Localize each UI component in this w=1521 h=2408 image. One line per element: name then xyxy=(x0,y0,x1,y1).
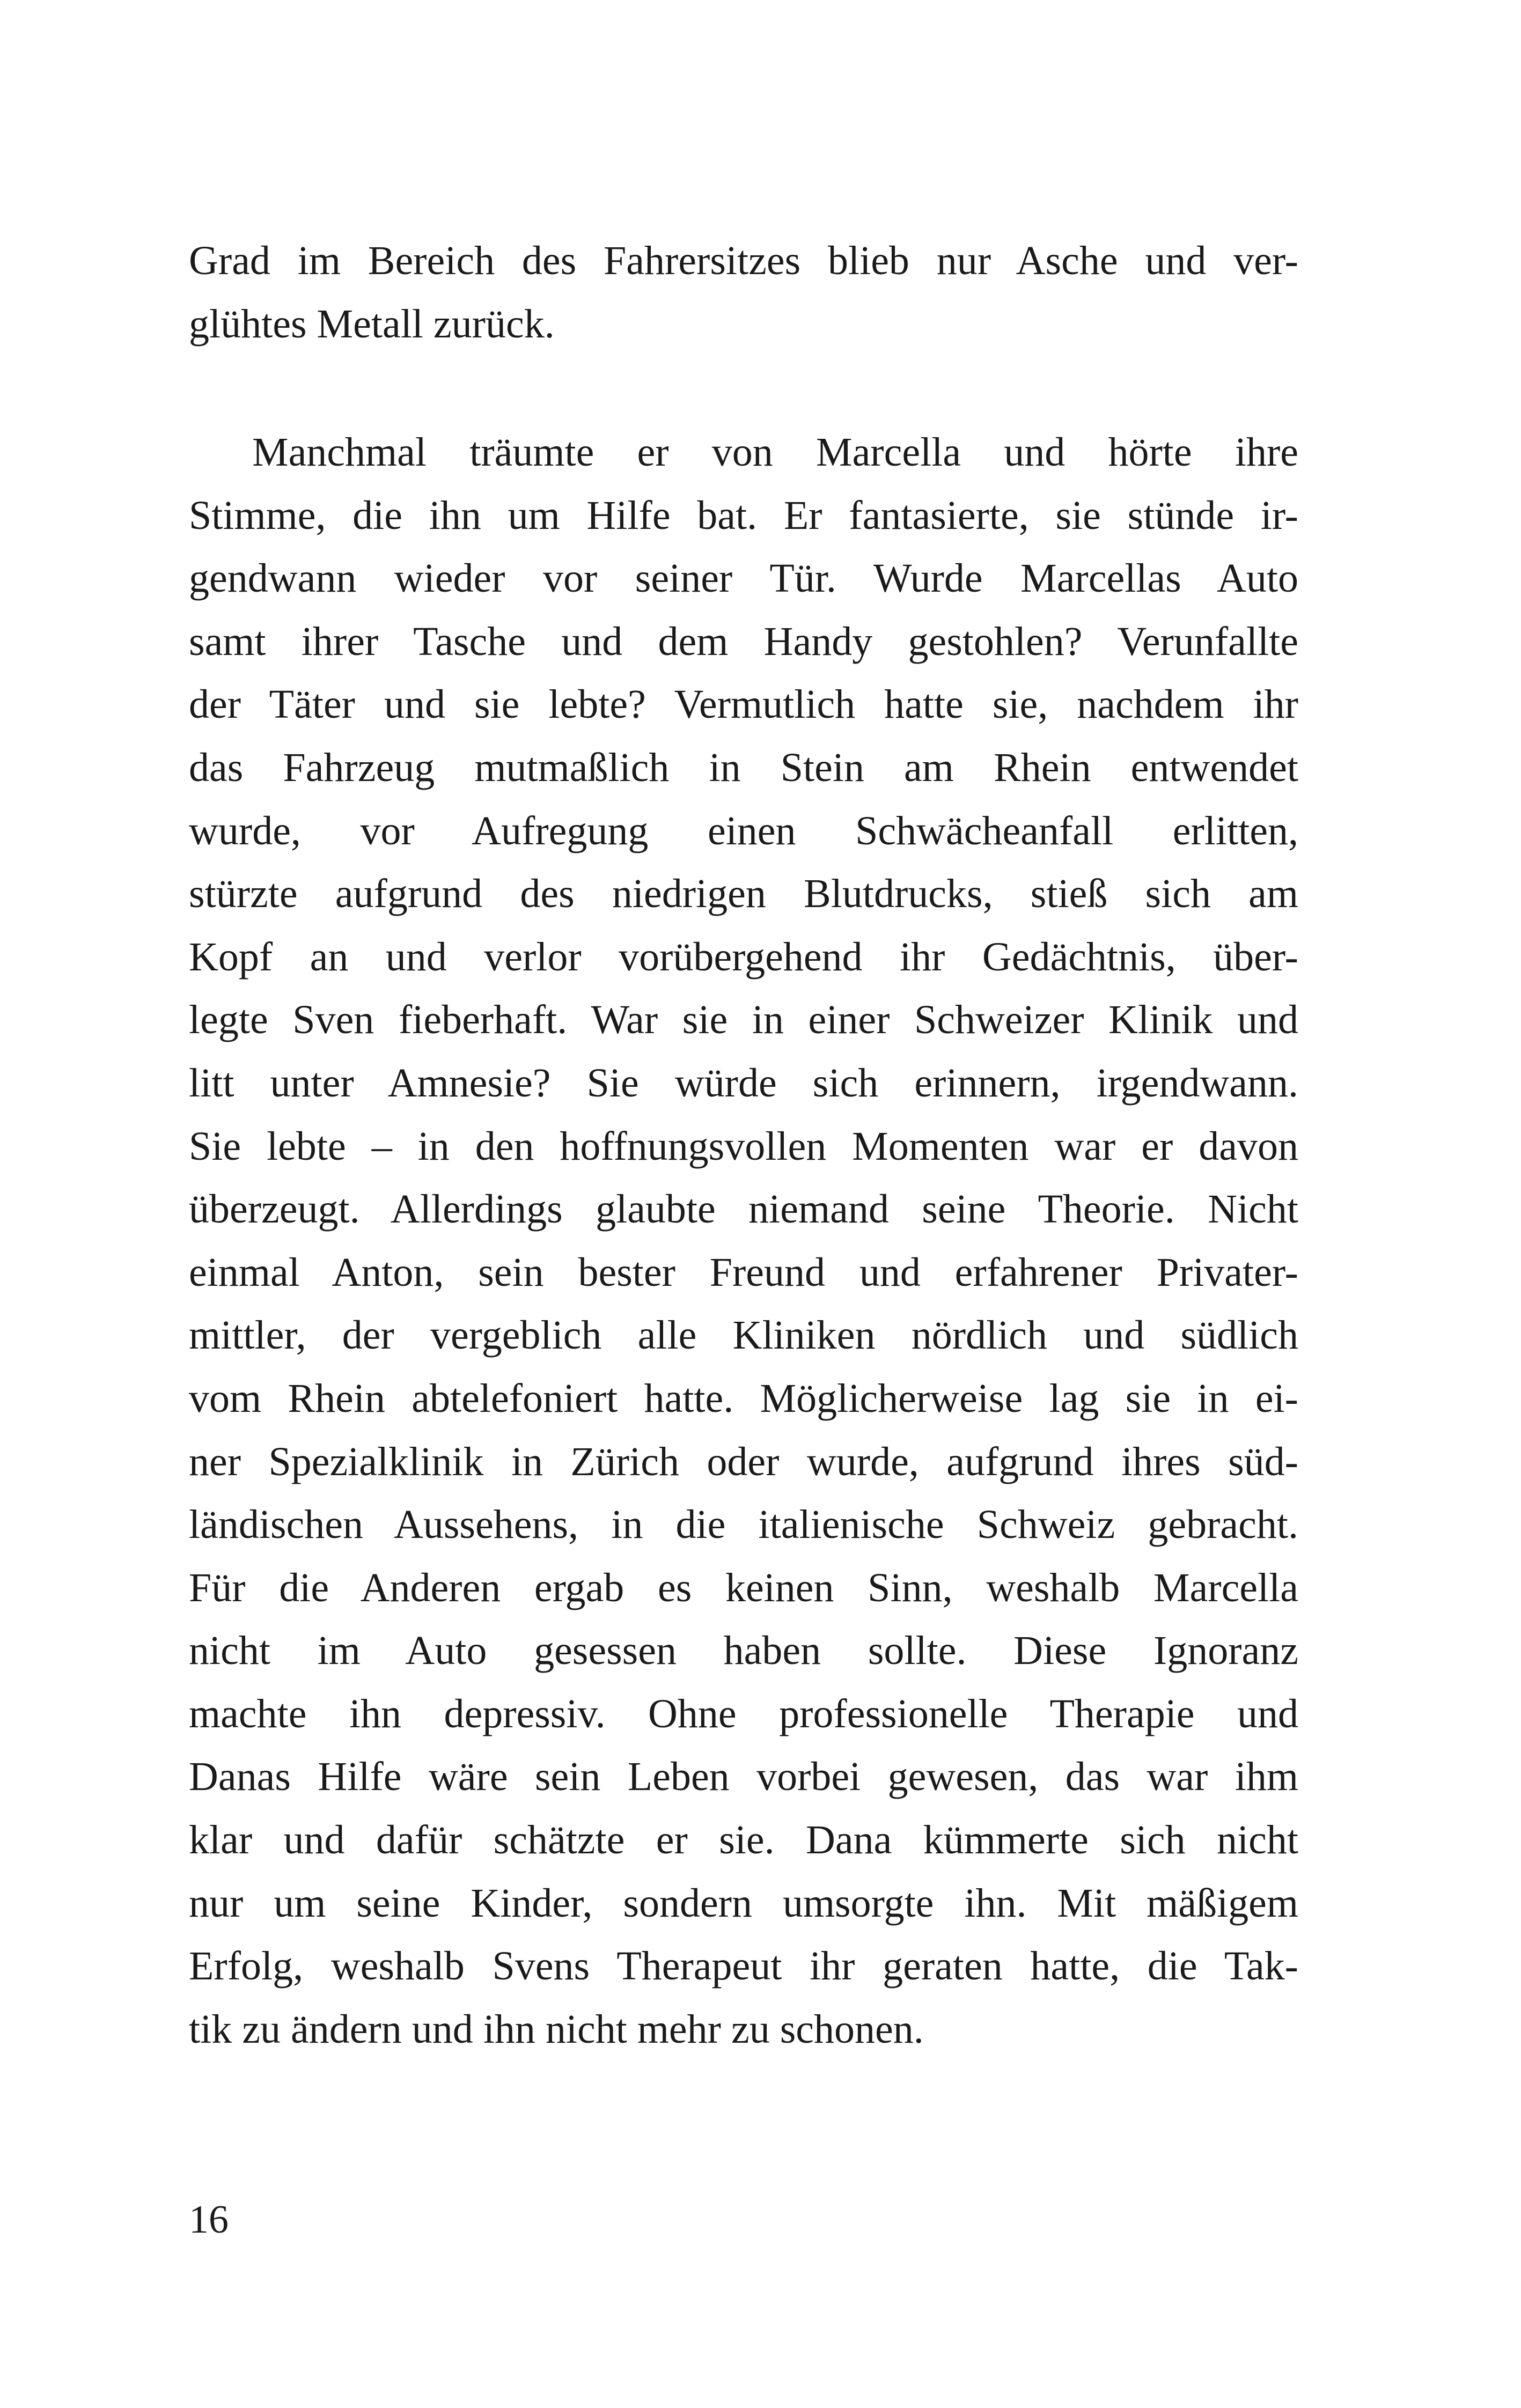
text-line: glühtes Metall zurück. xyxy=(189,301,555,347)
text-line: klar und dafür schätzte er sie. Dana kümmerte sich nicht xyxy=(189,1817,1298,1863)
text-line: das Fahrzeug mutmaßlich in Stein am Rhein entwendet xyxy=(189,745,1298,790)
text-line: Grad im Bereich des Fahrersitzes blieb nur Asche und ver- xyxy=(189,238,1298,283)
paragraph-1 xyxy=(189,230,1298,356)
text-line: nur um seine Kinder, sondern umsorgte ihn. Mit mäßigem xyxy=(189,1880,1298,1926)
text-line: ner Spezialklinik in Zürich oder wurde, aufgrund ihres süd- xyxy=(189,1439,1298,1484)
page-number: 16 xyxy=(189,2198,229,2242)
text-line: mittler, der vergeblich alle Kliniken nördlich und südlich xyxy=(189,1313,1298,1358)
paragraph-2 xyxy=(189,421,1298,2061)
text-line: Kopf an und verlor vorübergehend ihr Gedächtnis, über- xyxy=(189,934,1298,980)
text-line: stürzte aufgrund des niedrigen Blutdrucks, stieß sich am xyxy=(189,871,1298,917)
text-line: der Täter und sie lebte? Vermutlich hatte sie, nachdem ihr xyxy=(189,682,1298,727)
text-line: vom Rhein abtelefoniert hatte. Möglicherweise lag sie in ei- xyxy=(189,1375,1298,1421)
text-line: samt ihrer Tasche und dem Handy gestohlen? Verunfallte xyxy=(189,618,1298,664)
text-line: Sie lebte – in den hoffnungsvollen Momenten war er davon xyxy=(189,1123,1298,1169)
text-line: Danas Hilfe wäre sein Leben vorbei gewesen, das war ihm xyxy=(189,1754,1298,1800)
text-line: machte ihn depressiv. Ohne professionelle Therapie und xyxy=(189,1691,1298,1736)
text-line: überzeugt. Allerdings glaubte niemand seine Theorie. Nicht xyxy=(189,1187,1298,1232)
text-line: gendwann wieder vor seiner Tür. Wurde Marcellas Auto xyxy=(189,556,1298,601)
text-line: legte Sven fieberhaft. War sie in einer Schweizer Klinik und xyxy=(189,997,1298,1043)
text-line: nicht im Auto gesessen haben sollte. Diese Ignoranz xyxy=(189,1628,1298,1674)
text-line: ländischen Aussehens, in die italienische Schweiz gebracht. xyxy=(189,1502,1298,1548)
text-line: tik zu ändern und ihn nicht mehr zu schonen. xyxy=(189,2006,924,2052)
text-line: litt unter Amnesie? Sie würde sich erinnern, irgendwann. xyxy=(189,1060,1298,1106)
text-line: einmal Anton, sein bester Freund und erfahrener Privater- xyxy=(189,1249,1298,1295)
text-line: wurde, vor Aufregung einen Schwächeanfall erlitten, xyxy=(189,808,1298,853)
text-line: Manchmal träumte er von Marcella und hörte ihre xyxy=(252,430,1298,475)
text-line: Erfolg, weshalb Svens Therapeut ihr geraten hatte, die Tak- xyxy=(189,1943,1298,1989)
text-line: Für die Anderen ergab es keinen Sinn, weshalb Marcella xyxy=(189,1565,1298,1610)
text-line: Stimme, die ihn um Hilfe bat. Er fantasierte, sie stünde ir- xyxy=(189,492,1298,538)
